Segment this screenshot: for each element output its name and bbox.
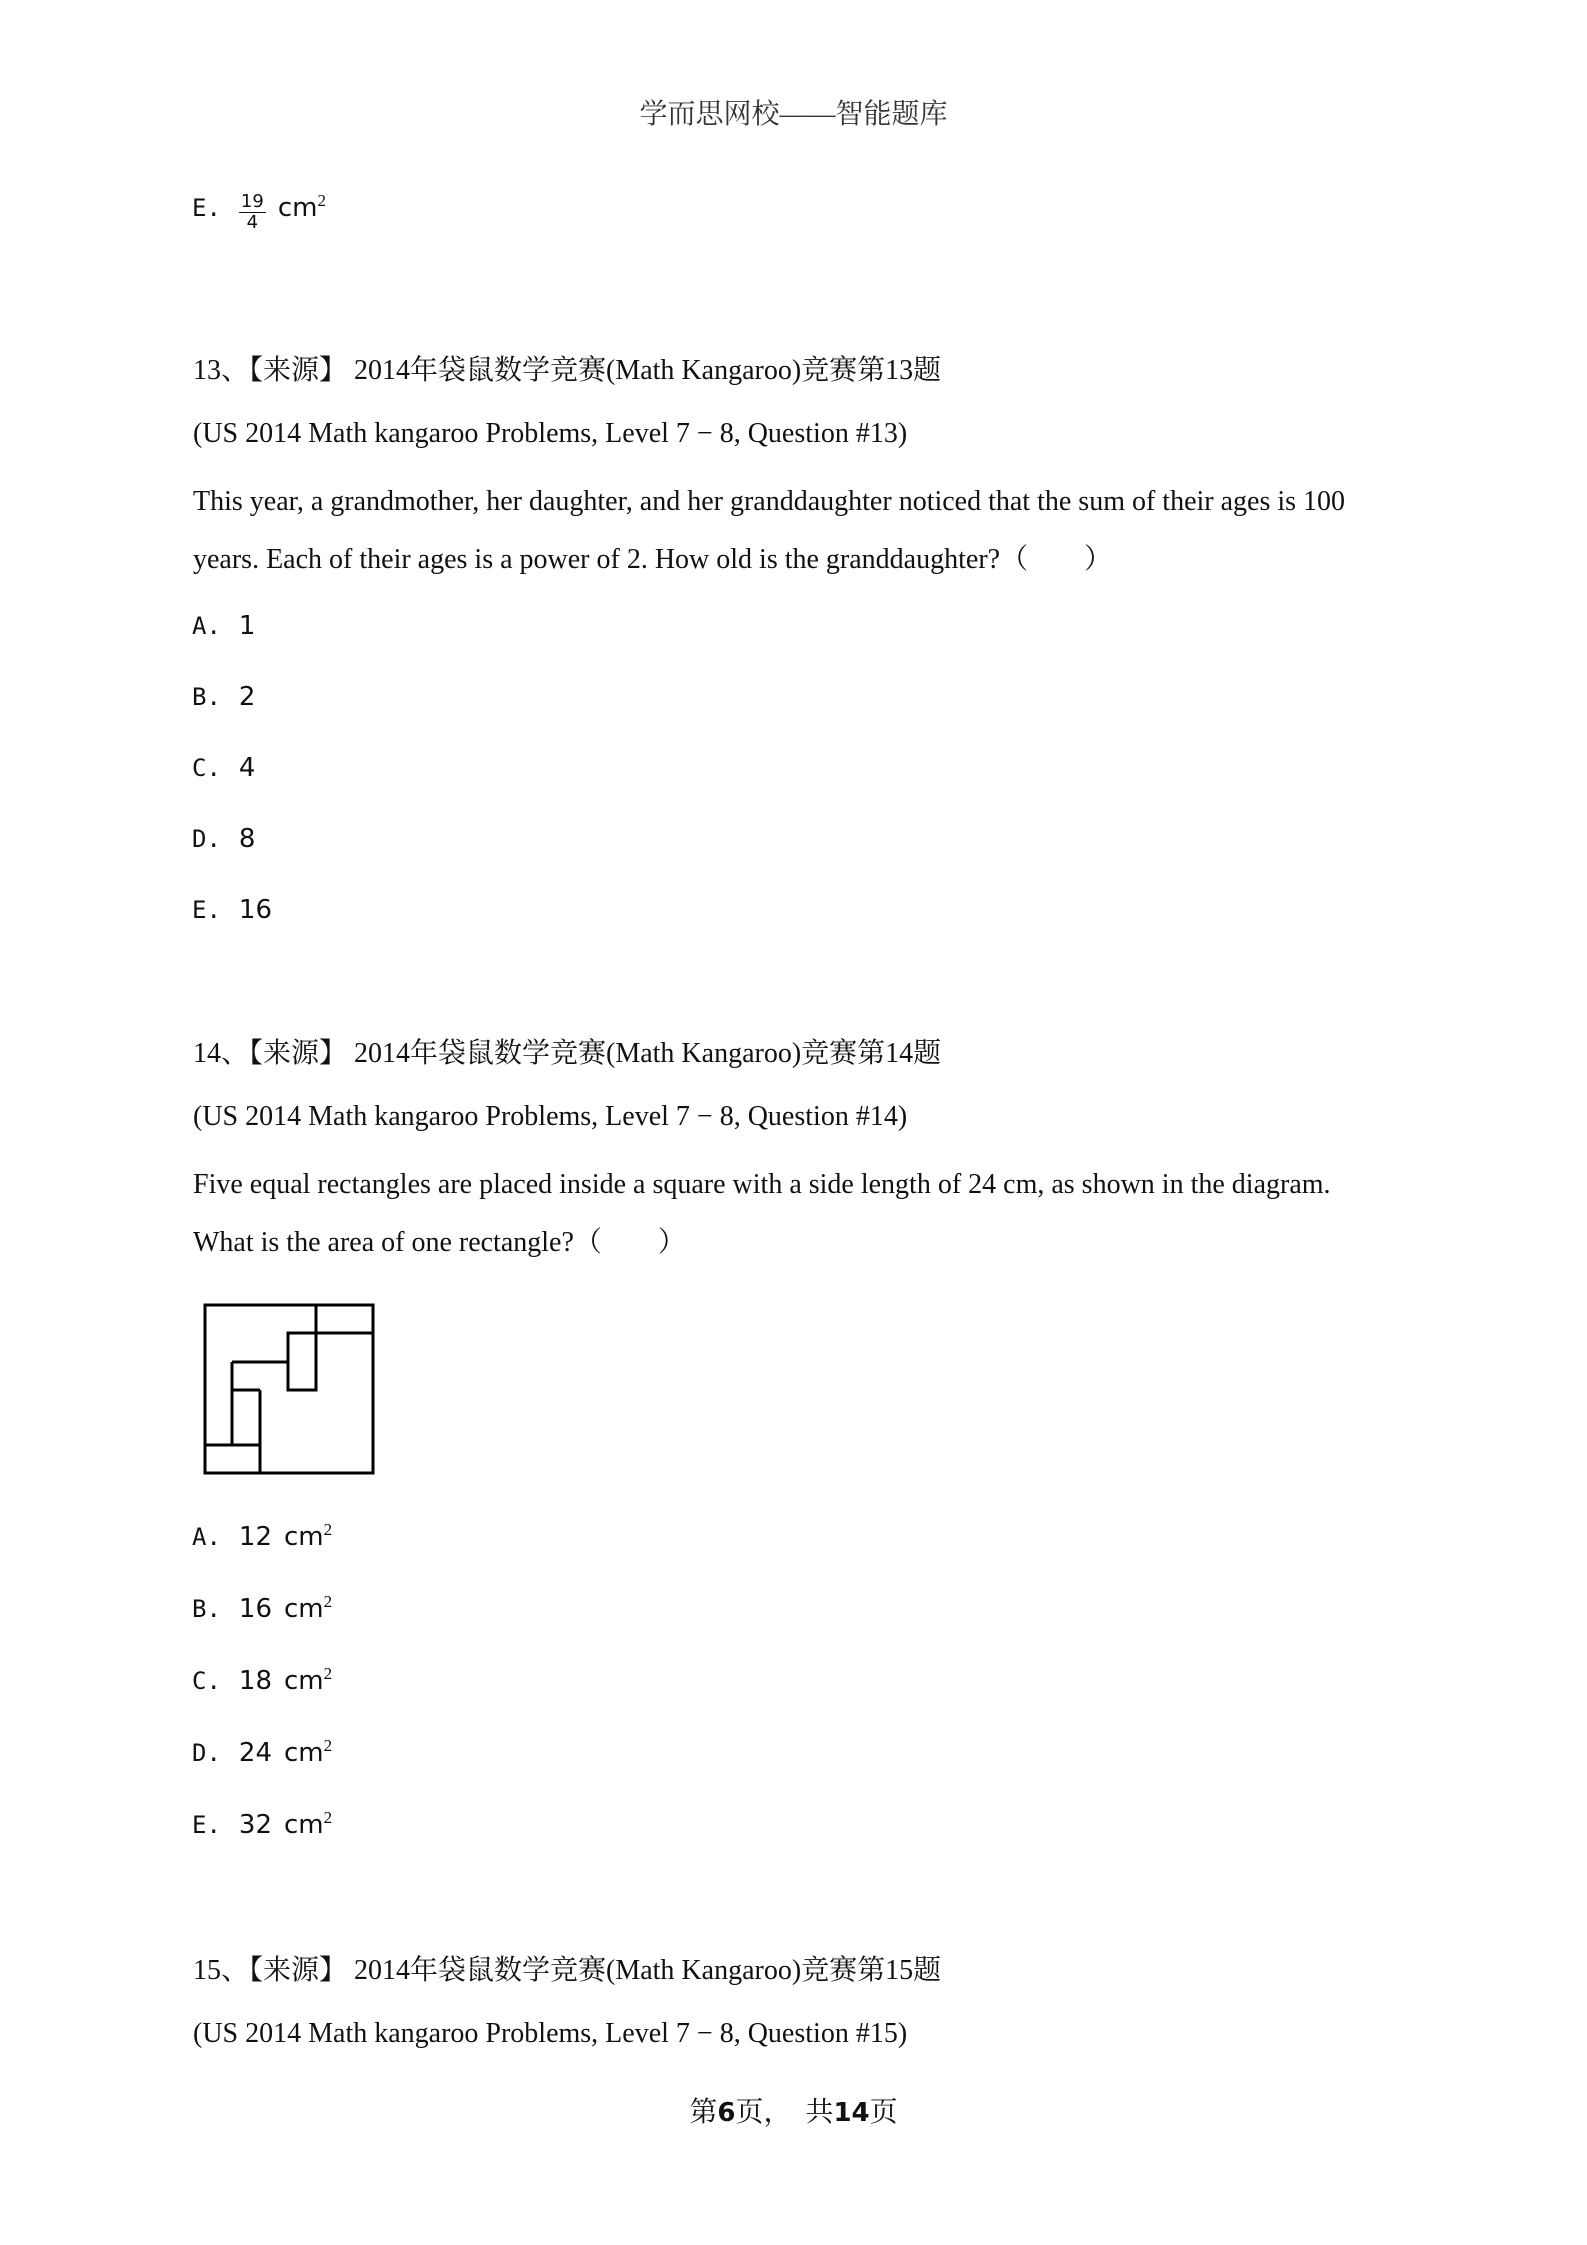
option-value: 2	[238, 682, 256, 712]
q13-option-e	[192, 895, 272, 925]
q15-source: 15、【来源】 2014年袋鼠数学竞赛(Math Kangaroo)竞赛第15题	[193, 1955, 942, 1986]
option-exponent: 2	[323, 1592, 333, 1611]
option-value: 12	[238, 1522, 272, 1552]
option-letter: E.	[192, 1811, 221, 1839]
q14-option-c	[192, 1666, 332, 1696]
option-value: 16	[238, 895, 272, 925]
rect-staircase-3	[232, 1362, 288, 1390]
option-letter: C.	[192, 754, 221, 782]
option-value: 32	[238, 1810, 272, 1840]
rectangles-in-square-diagram	[200, 1300, 380, 1480]
q14-reference: (US 2014 Math kangaroo Problems, Level 7 − 8, Question #14)	[193, 1101, 908, 1132]
q13-option-b	[192, 682, 255, 712]
q13-option-d	[192, 824, 255, 854]
option-letter: C.	[192, 1667, 221, 1695]
q14-option-e	[192, 1810, 332, 1840]
option-unit: cm	[277, 193, 318, 224]
option-letter: D.	[192, 825, 221, 853]
option-unit: cm	[284, 1666, 324, 1696]
option-letter: E.	[192, 896, 221, 924]
option-letter: B.	[192, 683, 221, 711]
footer-prefix: 第	[689, 2097, 718, 2128]
option-letter: D.	[192, 1739, 221, 1767]
q13-text-line-2: years. Each of their ages is a power of 2. How old is the granddaughter?（ ）	[193, 544, 1113, 575]
fraction-denominator: 4	[246, 212, 259, 233]
option-value: 8	[238, 824, 256, 854]
option-value: 1	[238, 611, 256, 641]
footer-page-number: 6	[717, 2098, 736, 2128]
option-exponent: 2	[317, 191, 326, 211]
footer-total-pages: 14	[833, 2098, 870, 2128]
option-unit: cm	[284, 1594, 324, 1624]
option-value: 18	[238, 1666, 272, 1696]
option-value: 16	[238, 1594, 272, 1624]
option-exponent: 2	[323, 1736, 333, 1755]
page-header: 学而思网校——智能题库	[639, 99, 948, 130]
option-letter: B.	[192, 1595, 221, 1623]
q13-source: 13、【来源】 2014年袋鼠数学竞赛(Math Kangaroo)竞赛第13题	[193, 355, 942, 386]
q14-option-b	[192, 1594, 332, 1624]
q14-option-d	[192, 1738, 332, 1768]
fraction	[239, 192, 266, 233]
option-unit: cm	[284, 1810, 324, 1840]
option-letter: E.	[192, 194, 221, 223]
option-value: 4	[238, 753, 256, 783]
q14-text-line-1: Five equal rectangles are placed inside a square with a side length of 24 cm, as shown in the diagram.	[193, 1169, 1331, 1200]
q13-option-a	[192, 611, 255, 641]
q14-option-a	[192, 1522, 332, 1552]
q15-reference: (US 2014 Math kangaroo Problems, Level 7 − 8, Question #15)	[193, 2018, 908, 2049]
rect-staircase-2	[288, 1333, 316, 1390]
q13-reference: (US 2014 Math kangaroo Problems, Level 7 − 8, Question #13)	[193, 418, 908, 449]
rect-top-right	[316, 1305, 373, 1333]
option-unit: cm	[284, 1522, 324, 1552]
footer-suffix: 页	[869, 2097, 898, 2128]
fraction-numerator: 19	[240, 191, 264, 212]
q13-text-line-1: This year, a grandmother, her daughter, and her granddaughter noticed that the sum of their ages is 100	[193, 486, 1346, 517]
option-exponent: 2	[323, 1808, 333, 1827]
option-value: 24	[238, 1738, 272, 1768]
q14-text-line-2: What is the area of one rectangle?（ ）	[193, 1227, 686, 1258]
rect-staircase-4	[232, 1390, 260, 1473]
option-letter: A.	[192, 1523, 221, 1551]
option-exponent: 2	[323, 1520, 333, 1539]
q14-source: 14、【来源】 2014年袋鼠数学竞赛(Math Kangaroo)竞赛第14题	[193, 1038, 942, 1069]
prev-option-e	[192, 192, 326, 233]
footer-mid: 页， 共	[735, 2097, 834, 2128]
option-letter: A.	[192, 612, 221, 640]
page-footer	[0, 2090, 1587, 2130]
option-exponent: 2	[323, 1664, 333, 1683]
option-unit: cm	[284, 1738, 324, 1768]
q13-option-c	[192, 753, 255, 783]
